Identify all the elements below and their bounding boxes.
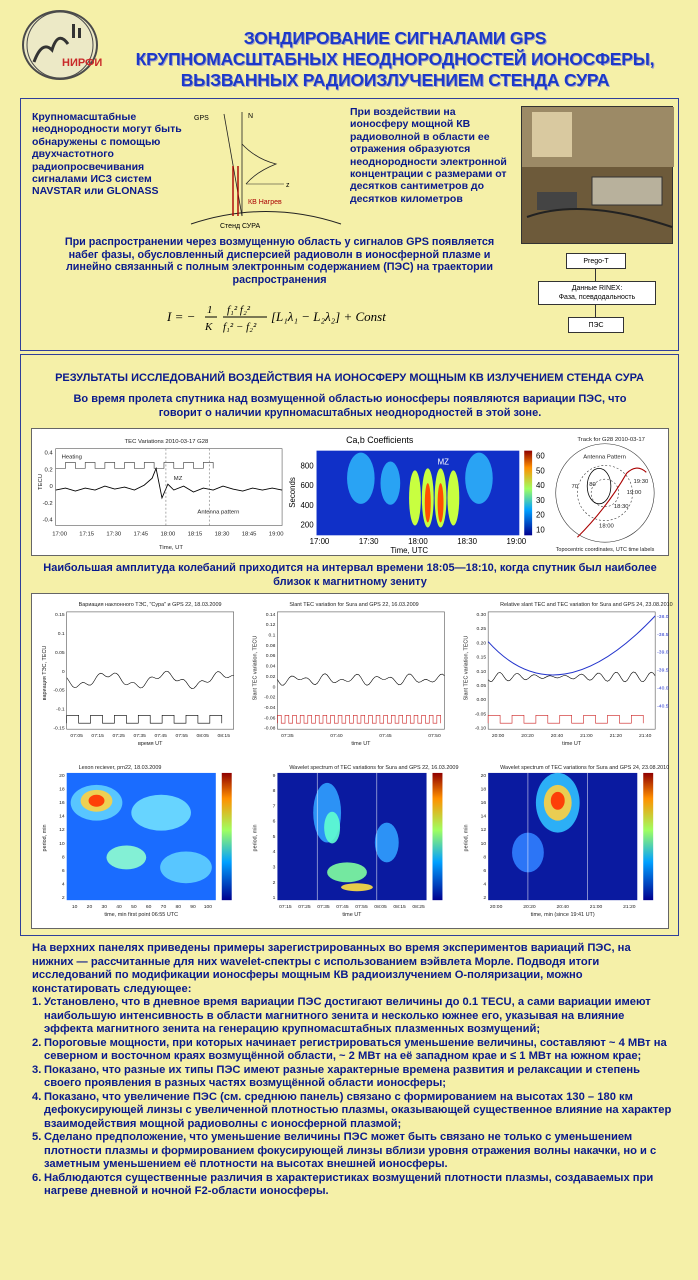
conclusion-text: Наблюдаются существенные различия в характеристиках возмущений плотности плазмы, создаваемых при нагреве дневной и ночной F2-области ионосферы. — [44, 1171, 654, 1197]
flow-rinex-line2: Фаза, псевдодальность — [558, 294, 636, 301]
row3-xtick: 08:25 — [412, 905, 425, 911]
row2-ytick: -0.05 — [474, 712, 487, 718]
conclusion-text: Пороговые мощности, при которых начинает регистрироваться уменьшение величины, составляют ~ 4 МВт на северном и восточном краях возмущённой области, ~ 2 МВт на её западном крае и ≤ 1 МВт на южном крае; — [44, 1036, 667, 1062]
fig2-cbar-tick: 30 — [536, 495, 545, 505]
fig3-label-1900: 19:00 — [626, 489, 642, 496]
row2-xtick: 07:35 — [281, 734, 294, 740]
conclusion-item — [32, 1131, 672, 1172]
row3-ylabel: period, min — [252, 824, 259, 852]
fig1-xlabel: Time, UT — [159, 545, 184, 552]
row3-title: Lexon reciever, prn22, 18.03.2009 — [78, 764, 162, 771]
conclusion-text: Показано, что разные их типы ПЭС имеют разные характерные времена развития и релаксации и степень своего проявления в разных частях возмущённой области ионосферы; — [44, 1063, 641, 1089]
logo-graphic — [22, 10, 103, 80]
processing-flow — [528, 250, 668, 344]
row3-ytick: 10 — [59, 841, 65, 847]
fig2-xtick: 17:30 — [358, 537, 379, 547]
row3-xlabel: time UT — [342, 912, 362, 919]
flow-rinex-line1: Данные RINEX: — [571, 285, 623, 292]
row3-xlabel: time, min first point 06:55 UTC — [104, 912, 179, 919]
conclusion-item — [32, 1037, 672, 1064]
row2-xtick: 08:05 — [196, 734, 209, 740]
row3-ytick: 2 — [272, 880, 276, 886]
equipment-photo — [521, 106, 673, 244]
row3-xtick: 07:55 — [355, 905, 368, 911]
flow-prego: Prego-T — [566, 253, 626, 269]
svg-text:K: K — [205, 321, 213, 333]
fig2-ytick: 600 — [300, 481, 314, 491]
fig2-ytick: 200 — [300, 520, 314, 530]
row3-xtick: 21:20 — [623, 905, 636, 911]
conclusions — [32, 942, 672, 1199]
row3-ytick: 6 — [272, 819, 276, 825]
lower-figures — [31, 593, 673, 929]
row2-xtick: 08:15 — [217, 734, 230, 740]
row3-ytick: 2 — [61, 896, 65, 902]
fig2-cbar-tick: 40 — [536, 481, 545, 491]
intro-left-text: Крупномасштабные неоднородности могут быть обнаружены с помощью двухчастотного радиопросвечивания сигналами ИСЗ систем NAVSTAR или GLONASS — [32, 111, 182, 198]
row3-ytick: 20 — [480, 773, 487, 779]
fig2-cbar-tick: 60 — [536, 451, 545, 461]
row2-ytick: -0.05 — [53, 688, 65, 694]
results-intro: Во время пролета спутника над возмущенной областью ионосферы появляются вариации ПЭС, что говорит о наличии крупномасштабных неоднородностей в этой зоне. — [73, 393, 627, 419]
results-mid-text: Наибольшая амплитуда колебаний приходится на интервал времени 18:05—18:10, когда спутник был наиболее близок к магнитному зениту — [43, 562, 657, 588]
row2-ytick: 0.15 — [55, 612, 65, 618]
row3-ylabel: period, min — [463, 824, 470, 852]
row3-xtick: 50 — [131, 905, 137, 911]
row3-xtick: 30 — [101, 905, 108, 911]
row3-xtick: 20:00 — [489, 905, 503, 911]
row2-y2tick: -38.5 — [657, 632, 669, 638]
fig2-cbar-tick: 50 — [536, 466, 545, 476]
row3-ylabel: period, min — [41, 824, 48, 852]
row2-xtick: 07:40 — [330, 734, 343, 740]
fig2-ytick: 800 — [300, 461, 314, 471]
fig3-antenna: Antenna Pattern — [583, 454, 626, 461]
row3-ytick: 18 — [480, 787, 487, 793]
conclusion-item — [32, 1064, 672, 1091]
fig3-caption: Topocentric coordinates, UTC time labels — [555, 547, 655, 554]
row3-ytick: 16 — [480, 801, 487, 807]
fig2-xtick: 18:30 — [457, 537, 477, 547]
row3-xtick: 07:15 — [279, 905, 292, 911]
fig1-xtick: 18:45 — [241, 531, 257, 538]
fig2-cbar-tick: 10 — [536, 525, 545, 535]
fig1-xtick: 18:00 — [160, 531, 176, 538]
row2-y2tick: -38.0 — [657, 614, 669, 620]
row2-xlabel: time UT — [562, 741, 582, 748]
row2-xtick: 07:45 — [379, 734, 392, 740]
wavelet-coefficients-chart — [288, 435, 546, 555]
row2-ytick: 0 — [272, 685, 276, 691]
row3-xtick: 70 — [160, 905, 167, 911]
fig1-xtick: 19:00 — [268, 531, 284, 538]
row3-xtick: 100 — [203, 905, 212, 911]
fig2-xlabel: Time, UTC — [390, 546, 429, 556]
row2-ytick: -0.1 — [56, 707, 65, 713]
fig1-xtick: 17:30 — [106, 531, 122, 538]
title-line-2: КРУПНОМАСШТАБНЫХ НЕОДНОРОДНОСТЕЙ ИОНОСФЕРЫ, — [135, 49, 655, 69]
row3-ytick: 18 — [59, 787, 65, 793]
row3-ytick: 4 — [61, 882, 65, 888]
row2-ytick: 0.02 — [265, 674, 276, 680]
flow-arrow-2 — [595, 305, 596, 317]
row2-ytick: 0 — [61, 669, 65, 675]
row3-xtick: 07:45 — [336, 905, 349, 911]
conclusion-num: 5. — [32, 1131, 42, 1143]
fig1-xtick: 17:45 — [133, 531, 149, 538]
conclusion-text: Показано, что увеличение ПЭС (см. среднюю панель) связано с формированием на высотах 130 – 180 км дефокусирующей линзы с увеличенной плотностью плазмы, оказывающей существенное влияние на характер взаимодействия мощной радиоволны с ионосферной плазмой; — [44, 1090, 672, 1130]
row2-ylabel: вариация ТЭС, TECU — [41, 645, 48, 701]
heating-label: КВ Нагрев — [248, 199, 282, 206]
svg-text:1: 1 — [207, 304, 213, 316]
row2-xtick: 21:20 — [609, 734, 623, 740]
fig1-xtick: 18:30 — [214, 531, 230, 538]
fig1-antenna: Antenna pattern — [197, 509, 240, 516]
fig1-ytick: 0.2 — [44, 467, 53, 474]
tec-line-chart-2 — [253, 602, 445, 747]
row2-ytick: 0.14 — [265, 612, 276, 618]
results-heading: РЕЗУЛЬТАТЫ ИССЛЕДОВАНИЙ ВОЗДЕЙСТВИЯ НА ИОНОСФЕРУ МОЩНЫМ КВ ИЗЛУЧЕНИЕМ СТЕНДА СУРА — [55, 372, 644, 384]
fig1-ylabel: TECU — [37, 473, 44, 491]
fig3-label-1800: 18:00 — [599, 523, 614, 530]
row3-xtick: 20:20 — [523, 905, 536, 911]
row2-y2tick: -40.5 — [657, 704, 669, 710]
row3-title: Wavelet spectrum of TEC variations for Sura and GPS 22, 16.03.2009 — [289, 764, 459, 771]
row3-xtick: 90 — [190, 905, 196, 911]
station-label: Стенд СУРА — [220, 223, 261, 230]
row2-ytick: 0.05 — [55, 650, 65, 656]
row3-ytick: 14 — [480, 814, 487, 820]
row3-ytick: 10 — [480, 841, 487, 847]
row3-xlabel: time, min (since 19:41 UT) — [530, 912, 595, 919]
row2-ylabel: Slant TEC variation, TECU — [463, 635, 470, 701]
row2-ytick: -0.06 — [264, 716, 276, 722]
row3-xtick: 40 — [116, 905, 122, 911]
fig1-heating: Heating — [61, 454, 82, 461]
row2-ytick: 0.25 — [476, 627, 487, 633]
conclusion-item — [32, 1172, 672, 1199]
fig3-label-80: 80 — [589, 482, 596, 489]
conclusion-num: 6. — [32, 1171, 42, 1184]
fig2-ytick: 400 — [300, 500, 314, 510]
wavelet-spectrum-3 — [463, 765, 669, 918]
logo-text: НИРФИ — [62, 57, 103, 69]
row2-xlabel: time UT — [351, 741, 371, 748]
fig1-title: TEC Variations 2010-03-17 G28 — [124, 438, 209, 445]
row3-xtick: 07:35 — [317, 905, 330, 911]
fig1-ytick: -0.4 — [42, 517, 53, 524]
tec-variation-chart — [38, 439, 284, 551]
row3-ytick: 2 — [483, 896, 487, 902]
row2-xtick: 21:00 — [580, 734, 593, 740]
conclusion-item — [32, 1091, 672, 1132]
fig3-label-1830: 18:30 — [613, 503, 629, 510]
row3-ytick: 8 — [483, 855, 487, 861]
row2-xtick: 07:55 — [175, 734, 188, 740]
row2-ytick: -0.04 — [264, 705, 276, 711]
row3-xtick: 08:15 — [393, 905, 406, 911]
z-label: z — [286, 182, 290, 189]
row2-ytick: 0.08 — [265, 643, 276, 649]
row3-ytick: 5 — [272, 834, 276, 840]
fig1-xtick: 17:00 — [52, 531, 67, 538]
fig1-mz: MZ — [173, 476, 183, 483]
row2-xtick: 07:35 — [133, 734, 146, 740]
row2-xtick: 20:00 — [491, 734, 505, 740]
svg-text:[L₁λ₁ − L₂λ₂] + Const: [L₁λ₁ − L₂λ₂] + Const — [271, 309, 386, 324]
row3-ytick: 4 — [272, 850, 276, 856]
svg-text:f₁² − f₂²: f₁² − f₂² — [223, 321, 257, 333]
wavelet-spectrum-1 — [42, 765, 232, 918]
fig2-xtick: 19:00 — [506, 537, 527, 547]
row3-ytick: 3 — [272, 865, 276, 871]
row3-ytick: 1 — [272, 896, 276, 902]
row2-ytick: 0.04 — [265, 664, 276, 670]
fig1-xtick: 18:15 — [187, 531, 203, 538]
row3-ytick: 20 — [59, 773, 65, 779]
row3-ytick: 14 — [59, 814, 65, 820]
row3-xtick: 20 — [86, 905, 93, 911]
flow-arrow-1 — [595, 269, 596, 281]
fig2-ylabel: Seconds — [287, 477, 297, 508]
row3-ytick: 7 — [272, 804, 276, 810]
conclusion-text: Сделано предположение, что уменьшение величины ПЭС может быть связано не только с уменьшением плотности плазмы и формированием фокусирующей линзы вблизи уровня отражения волны накачки, но и с заметным уменьшением её плотности на высотах внешней ионосферы. — [44, 1131, 657, 1170]
title-line-1: ЗОНДИРОВАНИЕ СИГНАЛАМИ GPS — [243, 28, 547, 48]
fig2-xtick: 17:00 — [309, 537, 330, 547]
row2-ytick: -0.10 — [474, 726, 487, 732]
row2-ytick: 0.05 — [476, 683, 487, 689]
row2-ytick: 0.06 — [265, 654, 276, 660]
row3-xtick: 21:00 — [589, 905, 603, 911]
svg-text:I = −: I = − — [167, 309, 196, 324]
row3-ytick: 12 — [59, 828, 65, 834]
fig2-mz: MZ — [437, 457, 449, 467]
fig3-title: Track for G28 2010-03-17 — [577, 436, 645, 443]
row2-ytick: 0.10 — [476, 669, 487, 675]
row3-ytick: 12 — [480, 828, 487, 834]
row2-ytick: 0.1 — [57, 631, 65, 637]
fig1-ytick: -0.2 — [42, 500, 53, 507]
row3-title: Wavelet spectrum of TEC variations for Sura and GPS 24, 23.08.2010 — [500, 764, 670, 771]
top-figures — [31, 428, 669, 556]
row3-ytick: 8 — [272, 789, 276, 795]
row2-xtick: 07:45 — [154, 734, 167, 740]
row2-ylabel: Slant TEC variation, TECU — [252, 635, 259, 701]
row2-xtick: 21:40 — [639, 734, 652, 740]
row2-xlabel: время UT — [137, 741, 163, 748]
title-line-3: ВЫЗВАННЫХ РАДИОИЗЛУЧЕНИЕМ СТЕНДА СУРА — [180, 70, 610, 90]
row2-y2tick: -39.0 — [657, 650, 669, 656]
conclusion-num: 2. — [32, 1036, 42, 1049]
row3-ytick: 8 — [61, 855, 65, 861]
row3-xtick: 08:05 — [374, 905, 387, 911]
row2-xtick: 07:15 — [91, 734, 104, 740]
intro-center-text: При распространении через возмущенную область у сигналов GPS появляется набег фазы, обусловленный дисперсией радиоволн в ионосферной плазме и линейно связанный с полным электронным содержанием (ПЭС) на траектории распространения — [64, 236, 495, 286]
row2-y2tick: -39.5 — [657, 668, 669, 674]
row3-ytick: 4 — [483, 882, 487, 888]
fig2-xtick: 18:00 — [408, 537, 428, 547]
row2-xtick: 20:20 — [521, 734, 534, 740]
row2-ytick: -0.02 — [264, 695, 276, 701]
row2-ytick: -0.15 — [53, 726, 65, 732]
row2-ytick: -0.08 — [264, 726, 276, 732]
row2-xtick: 20:40 — [550, 734, 564, 740]
fig1-ytick: 0 — [49, 484, 53, 491]
row2-title: Slant TEC variation for Sura and GPS 22, 16.03.2009 — [289, 601, 419, 608]
row3-ytick: 9 — [272, 773, 276, 779]
fig3-label-1930: 19:30 — [633, 479, 649, 486]
row3-xtick: 07:25 — [298, 905, 311, 911]
conclusion-num: 4. — [32, 1090, 42, 1103]
fig3-label-70: 70 — [571, 484, 579, 491]
conclusion-num: 1. — [32, 996, 42, 1008]
row2-xtick: 07:05 — [70, 734, 83, 740]
wavelet-spectrum-2 — [253, 765, 459, 918]
row2-ytick: 0.20 — [476, 641, 487, 647]
tec-line-chart-3 — [463, 602, 672, 747]
row2-ytick: 0.12 — [265, 623, 276, 629]
intro-right-text: При воздействии на ионосферу мощной КВ радиоволной в области ее отражения образуются неоднородности электронной концентрации с размерами от десятков сантиметров до десятков километров — [350, 106, 507, 205]
conclusion-text: Установлено, что в дневное время вариации ПЭС достигают величины до 0.1 TECU, а сами вариации имеют наибольшую интенсивность в области магнитного зенита и несколько южнее его, указывая на влияние эффекта магнитного зенита на генерацию крупномасштабных плазменных возмущений; — [44, 996, 651, 1035]
row3-ytick: 16 — [59, 801, 65, 807]
fig2-title: Ca,b Coefficients — [346, 434, 414, 445]
row3-ytick: 6 — [61, 868, 65, 874]
gps-label: GPS — [194, 115, 209, 122]
conclusion-item — [32, 996, 672, 1037]
row2-ytick: 0.00 — [476, 698, 487, 704]
flow-rinex — [538, 281, 656, 305]
nirfi-logo — [22, 10, 103, 80]
row3-xtick: 60 — [145, 905, 152, 911]
row2-ytick: 0.30 — [476, 612, 487, 618]
sounding-diagram — [186, 104, 346, 232]
fig2-cbar-tick: 20 — [536, 510, 545, 520]
conclusions-intro: На верхних панелях приведены примеры зарегистрированных во время экспериментов вариаций ПЭС, на нижних — рассчитанные для них wavelet-спектры с использованием вэйвлета Морле. Подводя итоги исследований по модификации ионосферы мощным КВ радиоизлучением О-поляризации, можно констатировать следующее: — [32, 942, 631, 995]
tec-formula — [165, 296, 425, 336]
row2-xtick: 07:50 — [428, 734, 441, 740]
row3-xtick: 10 — [71, 905, 78, 911]
row3-xtick: 80 — [175, 905, 182, 911]
row3-ytick: 6 — [483, 868, 487, 874]
row2-y2tick: -40.0 — [657, 686, 669, 692]
page-title — [100, 28, 690, 91]
row2-ytick: 0.15 — [476, 655, 487, 661]
conclusion-num: 3. — [32, 1063, 42, 1076]
fig1-ytick: 0.4 — [44, 450, 53, 457]
satellite-track-chart — [556, 437, 655, 553]
flow-tec: ПЭС — [568, 317, 624, 333]
tec-line-chart-1 — [42, 602, 234, 747]
row2-ytick: 0.1 — [268, 633, 276, 639]
n-label: N — [248, 113, 254, 120]
row3-xtick: 20:40 — [556, 905, 569, 911]
svg-text:f₁² f₂²: f₁² f₂² — [227, 304, 251, 316]
fig1-xtick: 17:15 — [79, 531, 95, 538]
row2-xtick: 07:25 — [112, 734, 125, 740]
row2-title: Relative slant TEC and TEC variation for Sura and GPS 24, 23.08.2010 — [500, 601, 673, 608]
row2-title: Вариация наклонного ТЭС, "Сура" и GPS 22, 18.03.2009 — [78, 601, 222, 608]
